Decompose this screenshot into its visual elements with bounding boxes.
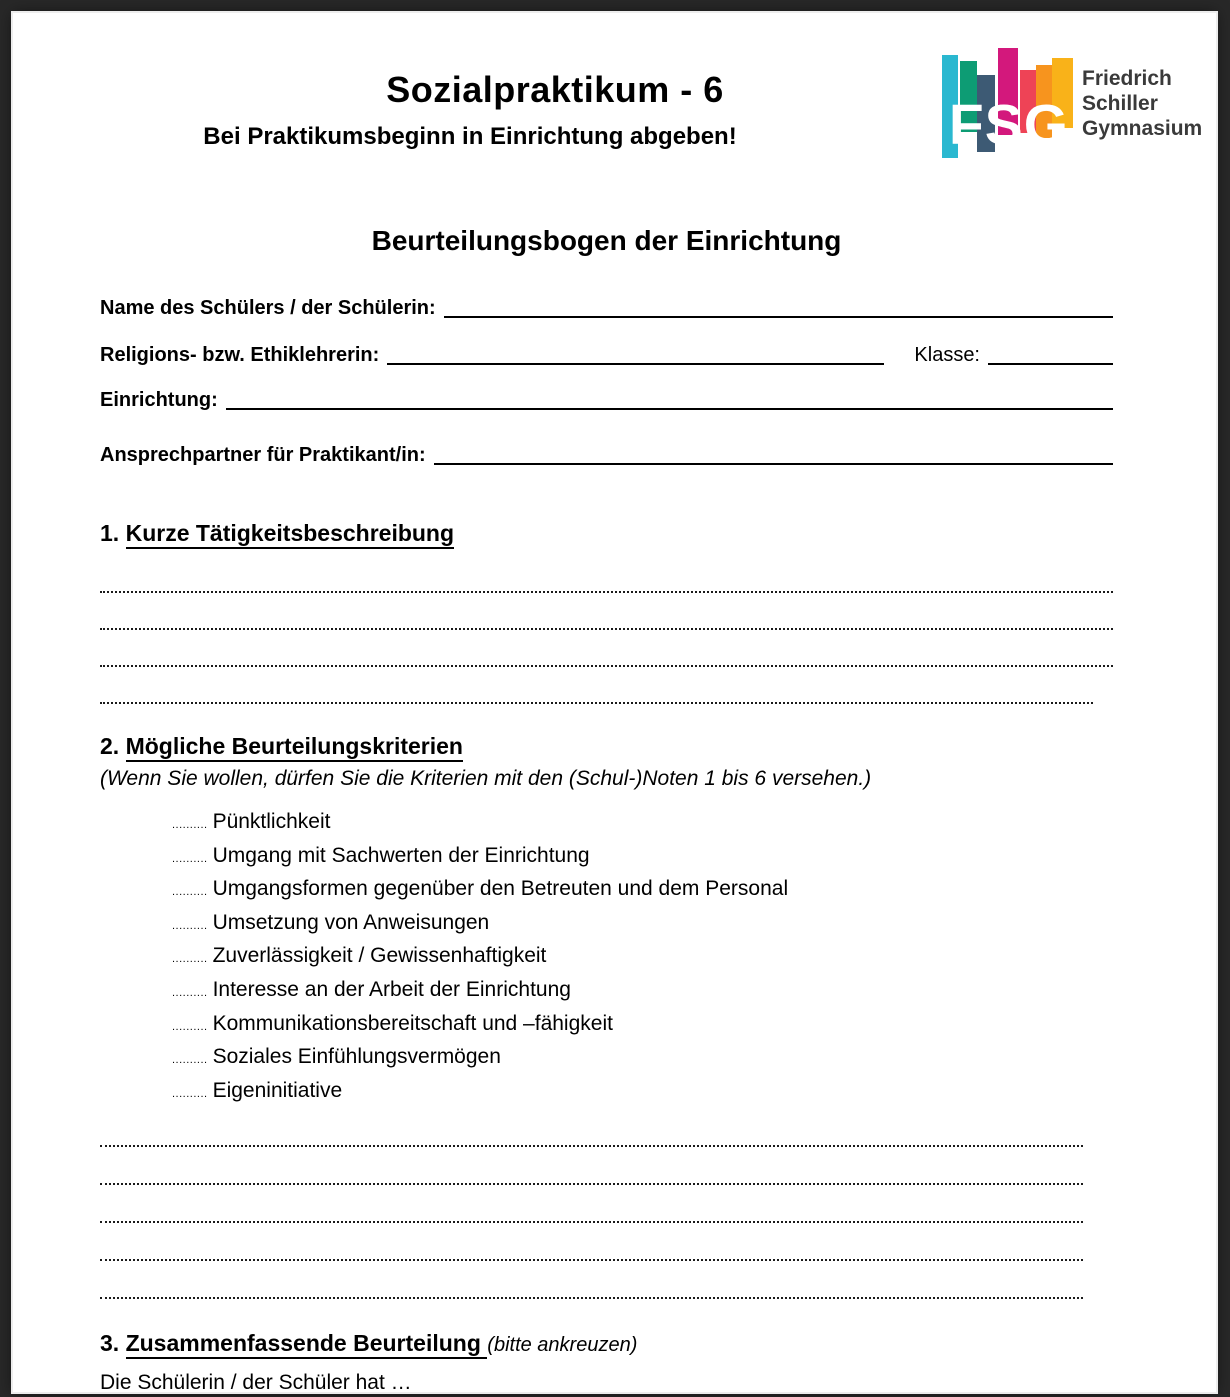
- ruled-line[interactable]: [100, 1185, 1083, 1223]
- writing-area-1: [100, 556, 1113, 704]
- criteria-leader-dots[interactable]: ..........: [172, 953, 208, 966]
- logo-school-name: [1082, 66, 1202, 141]
- criteria-label: Soziales Einfühlungsvermögen: [212, 1045, 501, 1069]
- logo-school-name-line: Friedrich: [1082, 67, 1172, 90]
- logo-acronym: FSG: [948, 93, 1070, 157]
- section-3-title: Zusammenfassende Beurteilung: [126, 1330, 488, 1359]
- criteria-item: [172, 941, 1113, 975]
- section-3-number: 3.: [100, 1330, 126, 1357]
- criteria-leader-dots[interactable]: ..........: [172, 886, 208, 899]
- field-row-ansprechpartner: [100, 440, 1113, 468]
- criteria-label: Umsetzung von Anweisungen: [212, 910, 490, 934]
- ruled-line[interactable]: [100, 556, 1113, 593]
- criteria-leader-dots[interactable]: ..........: [172, 852, 208, 865]
- criteria-item: [172, 908, 1113, 942]
- ruled-line[interactable]: [100, 667, 1093, 704]
- ruled-line[interactable]: [100, 1147, 1083, 1185]
- criteria-label: Umgangsformen gegenüber den Betreuten und dem Personal: [212, 877, 789, 901]
- ruled-line[interactable]: [100, 1261, 1083, 1299]
- document-subtitle: Bei Praktikumsbeginn in Einrichtung abgeben!: [203, 123, 737, 150]
- school-logo: [930, 48, 1230, 188]
- field-row-einrichtung: [100, 385, 1113, 413]
- ruled-line[interactable]: [100, 593, 1113, 630]
- section-2-number: 2.: [100, 733, 126, 759]
- criteria-leader-dots[interactable]: ..........: [172, 1054, 208, 1067]
- name-fill-line[interactable]: [444, 304, 1113, 318]
- section-1-title: Kurze Tätigkeitsbeschreibung: [126, 520, 454, 549]
- criteria-note: (Wenn Sie wollen, dürfen Sie die Kriterien mit den (Schul-)Noten 1 bis 6 versehen.): [100, 767, 872, 790]
- einrichtung-fill-line[interactable]: [226, 396, 1113, 410]
- criteria-item: [172, 1009, 1113, 1043]
- section-2-heading: [100, 731, 1113, 761]
- einrichtung-field-label: Einrichtung:: [100, 389, 218, 411]
- criteria-label: Zuverlässigkeit / Gewissenhaftigkeit: [212, 944, 547, 968]
- logo-school-name-line: Gymnasium: [1082, 117, 1203, 140]
- section-1-heading: [100, 518, 1113, 548]
- summary-intro: Die Schülerin / der Schüler hat …: [100, 1371, 412, 1395]
- field-row-name: [100, 293, 1113, 321]
- klasse-field-label: Klasse:: [914, 344, 980, 366]
- ruled-line[interactable]: [100, 1109, 1083, 1147]
- section-3-note: (bitte ankreuzen): [487, 1334, 638, 1357]
- klasse-fill-line[interactable]: [988, 351, 1113, 365]
- criteria-item: [172, 807, 1113, 841]
- ruled-line[interactable]: [100, 1223, 1083, 1261]
- field-row-teacher-klasse: [100, 340, 1113, 368]
- criteria-leader-dots[interactable]: ..........: [172, 986, 208, 999]
- logo-bars-icon: [942, 48, 1077, 173]
- criteria-item: [172, 1042, 1113, 1076]
- criteria-item: [172, 1076, 1113, 1110]
- ruled-line[interactable]: [100, 630, 1113, 667]
- ansprechpartner-fill-line[interactable]: [434, 451, 1113, 465]
- writing-area-2: [100, 1109, 1113, 1299]
- name-field-label: Name des Schülers / der Schülerin:: [100, 297, 436, 319]
- criteria-label: Umgang mit Sachwerten der Einrichtung: [212, 843, 590, 867]
- criteria-label: Interesse an der Arbeit der Einrichtung: [212, 977, 571, 1001]
- criteria-item: [172, 975, 1113, 1009]
- teacher-fill-line[interactable]: [387, 351, 884, 365]
- ansprechpartner-field-label: Ansprechpartner für Praktikant/in:: [100, 444, 426, 466]
- document-page: [13, 13, 1216, 1395]
- criteria-list: [100, 807, 1113, 1109]
- section-2-title: Mögliche Beurteilungskriterien: [126, 733, 463, 762]
- section-1-number: 1.: [100, 520, 126, 546]
- teacher-field-label: Religions- bzw. Ethiklehrerin:: [100, 344, 380, 366]
- document-title: Sozialpraktikum - 6: [386, 69, 724, 110]
- criteria-leader-dots[interactable]: ..........: [172, 1020, 208, 1033]
- criteria-item: [172, 841, 1113, 875]
- criteria-label: Eigeninitiative: [212, 1078, 343, 1102]
- criteria-leader-dots[interactable]: ..........: [172, 1087, 208, 1100]
- criteria-item: [172, 874, 1113, 908]
- criteria-label: Pünktlichkeit: [212, 810, 331, 833]
- section-3-heading: [100, 1328, 1113, 1360]
- logo-school-name-line: Schiller: [1082, 92, 1158, 115]
- criteria-label: Kommunikationsbereitschaft und –fähigkeit: [212, 1011, 613, 1035]
- form-title: Beurteilungsbogen der Einrichtung: [371, 225, 842, 256]
- criteria-leader-dots[interactable]: ..........: [172, 919, 208, 932]
- document-header: [100, 13, 1203, 223]
- criteria-leader-dots[interactable]: ..........: [172, 819, 208, 831]
